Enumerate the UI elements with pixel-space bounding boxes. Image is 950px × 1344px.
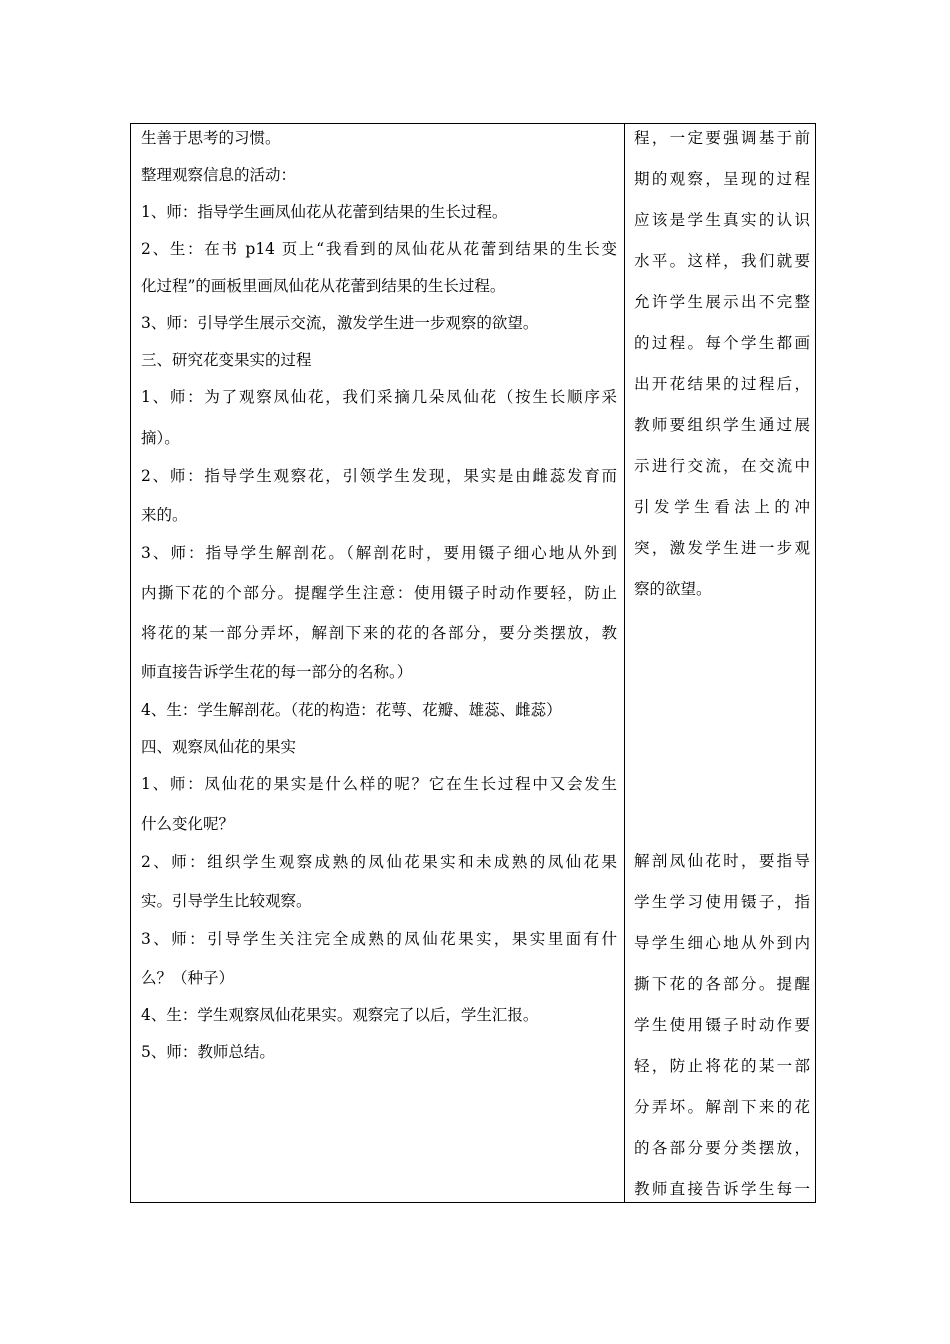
text-line: 1、师：为了观察凤仙花，我们采摘几朵凤仙花（按生长顺序采: [141, 388, 617, 406]
text-line: 实。引导学生比较观察。: [141, 892, 312, 910]
text-line: 4、生：学生观察凤仙花果实。观察完了以后，学生汇报。: [141, 1006, 539, 1024]
column-divider: [624, 124, 625, 1202]
text-line: 1、师：凤仙花的果实是什么样的呢？它在生长过程中又会发生: [141, 775, 617, 793]
note-line: 出开花结果的过程后，: [634, 375, 810, 393]
text-line: 4、生：学生解剖花。（花的构造：花萼、花瓣、雄蕊、雌蕊）: [141, 701, 562, 719]
section-heading: 四、观察凤仙花的果实: [141, 738, 297, 756]
note-line: 撕下花的各部分。提醒: [634, 975, 810, 993]
note-line: 突，激发学生进一步观: [634, 539, 810, 557]
text-line: 2、生：在书 p14 页上“我看到的凤仙花从花蕾到结果的生长变: [141, 240, 617, 258]
note-line: 的过程。每个学生都画: [634, 334, 810, 352]
text-line: 内撕下花的个部分。提醒学生注意：使用镊子时动作要轻，防止: [141, 584, 617, 602]
note-line: 分弄坏。解剖下来的花: [634, 1098, 810, 1116]
text-line: 3、师：指导学生解剖花。（解剖花时，要用镊子细心地从外到: [141, 544, 617, 562]
note-line: 轻，防止将花的某一部: [634, 1057, 810, 1075]
text-line: 什么变化呢？: [141, 815, 235, 833]
text-line: 1、师：指导学生画凤仙花从花蕾到结果的生长过程。: [141, 203, 508, 221]
note-line: 学生学习使用镊子，指: [634, 893, 810, 911]
note-line: 允许学生展示出不完整: [634, 293, 810, 311]
note-line: 导学生细心地从外到内: [634, 934, 810, 952]
note-line: 引发学生看法上的冲: [634, 498, 810, 516]
text-line: 2、师：组织学生观察成熟的凤仙花果实和未成熟的凤仙花果: [141, 853, 617, 871]
text-line: 5、师：教师总结。: [141, 1043, 275, 1061]
note-line: 教师直接告诉学生每一: [634, 1180, 810, 1198]
text-line: 2、师：指导学生观察花，引领学生发现，果实是由雌蕊发育而: [141, 467, 617, 485]
note-line: 程，一定要强调基于前: [634, 129, 810, 147]
note-line: 的各部分要分类摆放，: [634, 1139, 810, 1157]
text-line: 生善于思考的习惯。: [141, 129, 281, 147]
note-line: 示进行交流，在交流中: [634, 457, 810, 475]
section-heading: 三、研究花变果实的过程: [141, 351, 312, 369]
text-line: 么？（种子）: [141, 969, 235, 987]
text-line: 化过程”的画板里画凤仙花从花蕾到结果的生长过程。: [141, 277, 506, 295]
text-line: 将花的某一部分弄坏，解剖下来的花的各部分，要分类摆放，教: [141, 624, 617, 642]
note-line: 教师要组织学生通过展: [634, 416, 810, 434]
lesson-plan-table: [130, 123, 816, 1203]
note-line: 学生使用镊子时动作要: [634, 1016, 810, 1034]
note-line: 察的欲望。: [634, 580, 712, 598]
text-line: 师直接告诉学生花的每一部分的名称。）: [141, 663, 413, 681]
note-line: 应该是学生真实的认识: [634, 211, 810, 229]
note-line: 期的观察，呈现的过程: [634, 170, 810, 188]
text-line: 摘）。: [141, 429, 180, 447]
text-line: 3、师：引导学生关注完全成熟的凤仙花果实，果实里面有什: [141, 930, 617, 948]
note-line: 解剖凤仙花时，要指导: [634, 852, 810, 870]
text-line: 整理观察信息的活动：: [141, 166, 297, 184]
text-line: 3、师：引导学生展示交流，激发学生进一步观察的欲望。: [141, 314, 539, 332]
note-line: 水平。这样，我们就要: [634, 252, 810, 270]
text-line: 来的。: [141, 506, 188, 524]
